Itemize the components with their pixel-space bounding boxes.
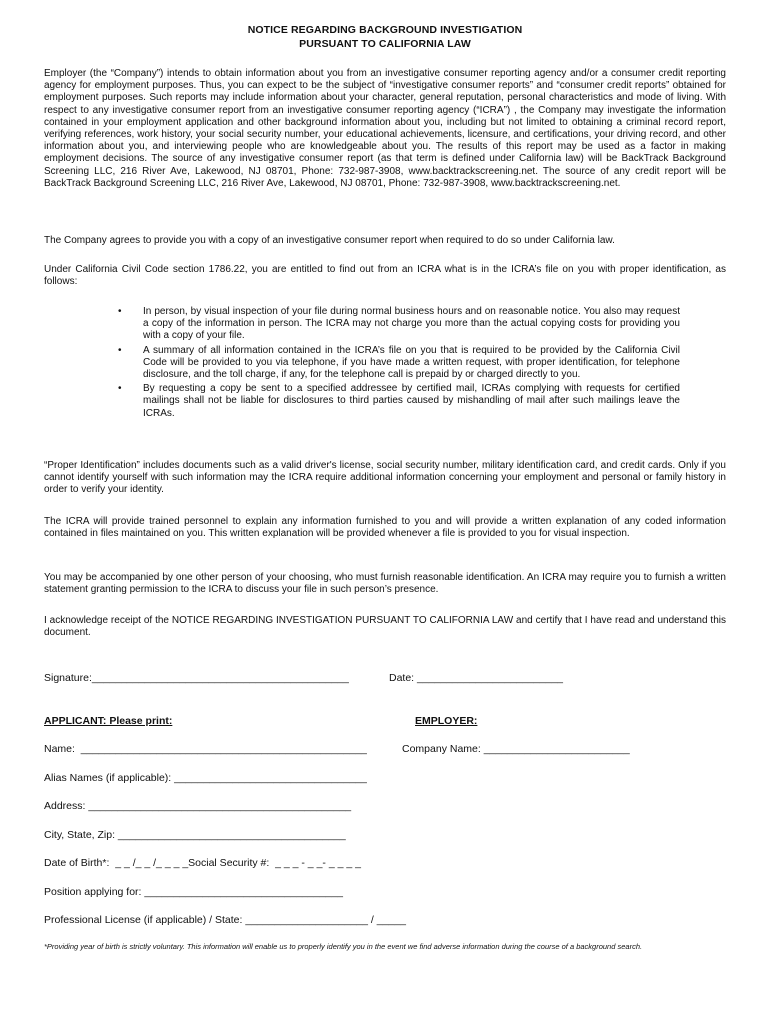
birth-year-footnote: *Providing year of birth is strictly voluntary. This information will enable us to properly identify you in the event we find adverse information during the course of a background search. <box>44 942 643 951</box>
date-field[interactable]: Date: _________________________ <box>389 672 564 684</box>
bullet-glyph: • <box>118 344 122 356</box>
address-field[interactable]: Address: _____________________________________________ <box>44 800 352 812</box>
name-field[interactable]: Name: _________________________________________________ <box>44 743 367 755</box>
civil-code-paragraph: Under California Civil Code section 1786.22, you are entitled to find out from an ICRA what is in the ICRA’s file on you with proper identification, as follows: <box>44 264 726 288</box>
copy-agreement-paragraph: The Company agrees to provide you with a copy of an investigative consumer report when required to do so under California law. <box>44 235 615 246</box>
intro-paragraph: Employer (the “Company”) intends to obtain information about you from an investigative consumer reporting agency and/or a consumer credit reporting agency for employment purposes. Thus, you can expect to be the subject of “investigative consumer reports” and “consumer credit reports” obtained for employment purposes. Such reports may include information about your character, general reputation, personal characteristics and mode of living. With respect to any investigative consumer report from an investigative consumer reporting agency (“ICRA”) , the Company may investigate the information contained in your employment application and other background information about you, including but not limited to obtaining a criminal record report, verifying references, work history, your social security number, your educational achievements, licensure, and certifications, your driving record, and other information about you, and interviewing people who are knowledgeable about you. The results of this report may be used as a factor in making employment decisions. The source of any investigative consumer report (as that term is defined under California law) will be BackTrack Background Screening LLC, 216 River Ave, Lakewood, NJ 08701, Phone: 732-987-3908, www.backtrackscreening.net. The source of any credit report will be BackTrack Background Screening LLC, 216 River Ave, Lakewood, NJ 08701, Phone: 732-987-3908, www.backtrackscreening.net. <box>44 68 726 189</box>
city-state-zip-field[interactable]: City, State, Zip: _______________________________________ <box>44 829 346 841</box>
position-field[interactable]: Position applying for: __________________________________ <box>44 886 343 898</box>
bullet-glyph: • <box>118 383 122 395</box>
disclosure-methods-list <box>118 306 680 422</box>
bullet-text: By requesting a copy be sent to a specified addressee by certified mail, ICRAs complying with requests for certified mailings shall not be liable for disclosures to third parties caused by mishandling of mail after such mailings leave the ICRAs. <box>143 383 680 419</box>
list-item <box>118 306 680 343</box>
dob-ssn-field[interactable]: Date of Birth*: _ _ /_ _ /_ _ _ _Social Security #: _ _ _ - _ _- _ _ _ _ <box>44 857 361 869</box>
list-item <box>118 345 680 382</box>
applicant-header: APPLICANT: Please print: <box>44 715 173 727</box>
list-item <box>118 383 680 420</box>
icra-explanation-paragraph: The ICRA will provide trained personnel to explain any information furnished to you and will provide a written explanation of any coded information contained in files maintained on you. This written explanation will be provided whenever a file is provided to you for visual inspection. <box>44 516 726 540</box>
employer-header: EMPLOYER: <box>415 715 478 727</box>
bullet-text: In person, by visual inspection of your file during normal business hours and on reasonable notice. You also may request a copy of the information in person. The ICRA may not charge you more than the actual copying costs for providing you with a copy of your file. <box>143 306 680 342</box>
bullet-glyph: • <box>118 306 122 317</box>
proper-identification-paragraph: “Proper Identification” includes documents such as a valid driver's license, social security number, military identification card, and credit cards. Only if you cannot identify yourself with such information may the ICRA require additional information concerning your employment and personal or family history in order to verify your identity. <box>44 460 726 496</box>
accompanied-paragraph: You may be accompanied by one other person of your choosing, who must furnish reasonable identification. An ICRA may require you to furnish a written statement granting permission to the ICRA to discuss your file in such person’s presence. <box>44 572 726 596</box>
company-name-field[interactable]: Company Name: _________________________ <box>402 743 630 755</box>
alias-names-field[interactable]: Alias Names (if applicable): _________________________________ <box>44 772 367 784</box>
bullet-text: A summary of all information contained in the ICRA’s file on you that is required to be provided by the California Civil Code will be provided to you via telephone, if you have made a written request, with proper identification, for telephone disclosure, and the toll charge, if any, for the telephone call is prepaid by or charged directly to you. <box>143 344 680 381</box>
signature-field[interactable]: Signature:____________________________________________ <box>44 672 349 684</box>
acknowledgement-paragraph: I acknowledge receipt of the NOTICE REGARDING INVESTIGATION PURSUANT TO CALIFORNIA LAW and certify that I have read and understand this document. <box>44 615 726 639</box>
notice-title-line2: PURSUANT TO CALIFORNIA LAW <box>299 38 471 50</box>
notice-title-line1: NOTICE REGARDING BACKGROUND INVESTIGATION <box>247 24 523 36</box>
professional-license-field[interactable]: Professional License (if applicable) / State: _____________________ / _____ <box>44 914 406 926</box>
